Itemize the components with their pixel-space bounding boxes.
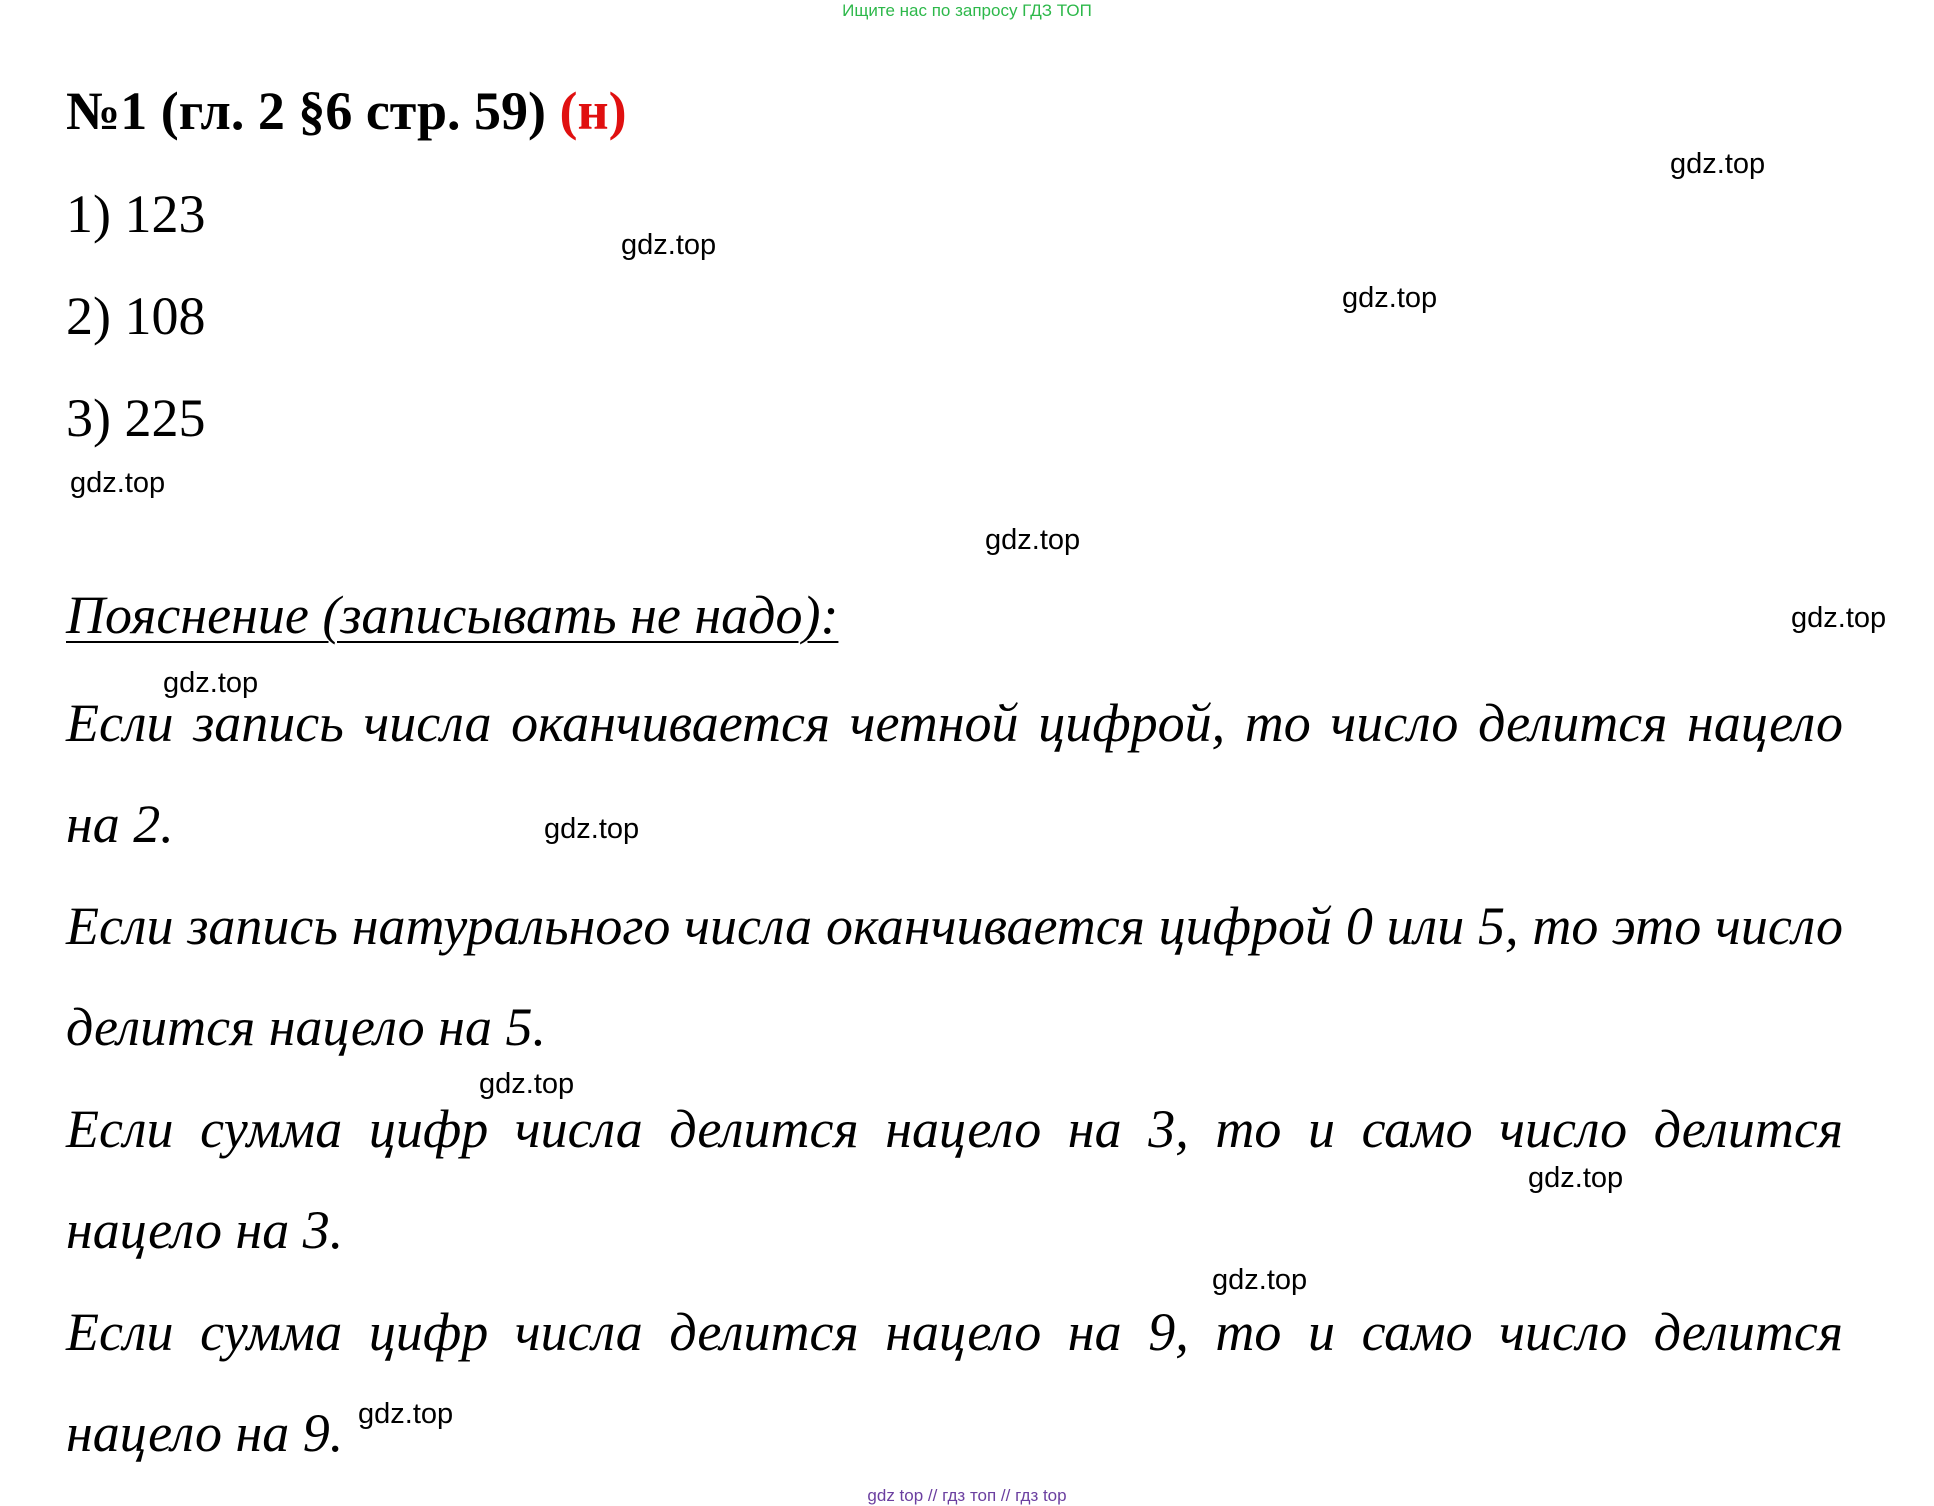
watermark: gdz.top — [1670, 148, 1766, 180]
answer-2: 2) 108 — [66, 286, 206, 346]
answer-3: 3) 225 — [66, 388, 206, 448]
search-hint-banner: Ищите нас по запросу ГДЗ ТОП — [842, 1, 1092, 20]
rule-divisible-by-9: Если сумма цифр числа делится нацело на 9, то и само число делится нацело на 9. — [66, 1302, 1843, 1463]
exercise-number: №1 (гл. 2 §6 стр. 59) — [66, 81, 546, 141]
watermark: gdz.top — [621, 229, 717, 261]
watermark: gdz.top — [1342, 282, 1438, 314]
watermark: gdz.top — [1212, 1264, 1308, 1296]
watermark: gdz.top — [70, 467, 166, 499]
watermark: gdz.top — [1791, 602, 1887, 634]
watermark: gdz.top — [1528, 1162, 1624, 1194]
exercise-tag: (н) — [559, 81, 627, 141]
watermark: gdz.top — [163, 667, 259, 699]
rule-divisible-by-3: Если сумма цифр числа делится нацело на 3, то и само число делится нацело на 3. — [66, 1099, 1843, 1260]
rule-divisible-by-2: Если запись числа оканчивается четной цифрой, то число делится нацело на 2. — [66, 693, 1843, 854]
answer-1: 1) 123 — [66, 184, 206, 244]
watermark: gdz.top — [479, 1068, 575, 1100]
exercise-title — [66, 78, 627, 144]
watermark: gdz.top — [985, 524, 1081, 556]
watermark: gdz.top — [544, 813, 640, 845]
footer-links: gdz top // гдз топ // гдз top — [867, 1486, 1067, 1505]
watermark: gdz.top — [358, 1398, 454, 1430]
explanation-heading: Пояснение (записывать не надо): — [66, 585, 839, 645]
rule-divisible-by-5: Если запись натурального числа оканчивается цифрой 0 или 5, то это число делится нацело на 5. — [66, 896, 1843, 1057]
